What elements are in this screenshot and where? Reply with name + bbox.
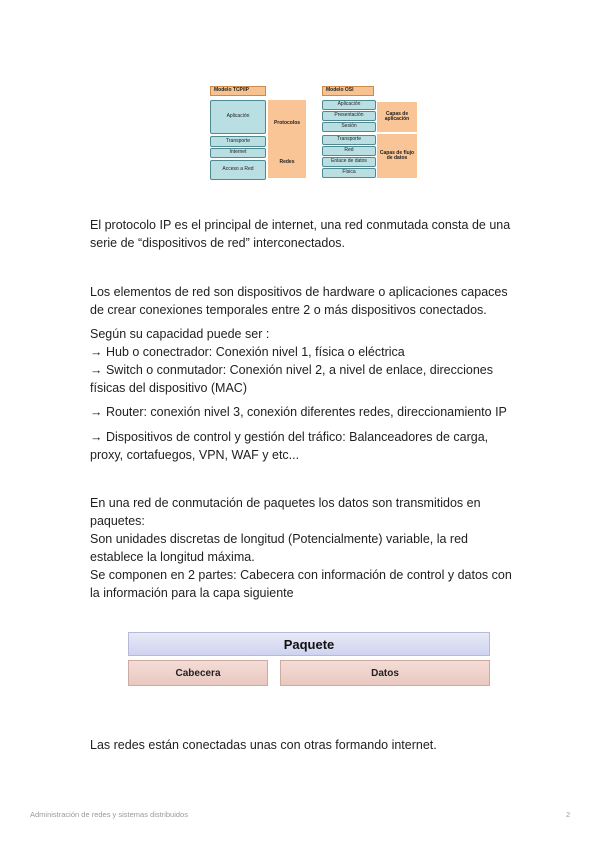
tcpip-group-protocolos: Protocolos (268, 100, 306, 148)
paragraph-capacity-list: Según su capacidad puede ser : → Hub o conectrador: Conexión nivel 1, física o eléctrica → Switch o conmutador: Conexión nivel 2, a nivel de enlace, direcciones físicas del dispositivo (MAC) (90, 327, 493, 395)
tcpip-layer-internet: Internet (210, 148, 266, 158)
paragraph-ip-protocol: El protocolo IP es el principal de internet, una red conmutada consta de una serie de “dispositivos de red” interconectados. (90, 218, 511, 250)
osi-layer-aplicacion: Aplicación (322, 100, 376, 110)
osi-layer-transporte: Transporte (322, 135, 376, 145)
tcpip-group-redes: Redes (268, 148, 306, 178)
packet-header-cell: Cabecera (128, 660, 268, 686)
paragraph-internet: Las redes están conectadas unas con otras formando internet. (90, 738, 437, 752)
tcpip-layer-acceso-red: Acceso a Red (210, 160, 266, 180)
osi-group-flujo: Capas de flujo de datos (377, 134, 417, 178)
packet-title: Paquete (128, 632, 490, 656)
tcpip-header: Modelo TCP/IP (210, 86, 266, 96)
tcpip-layer-transporte: Transporte (210, 136, 266, 147)
footer-title: Administración de redes y sistemas distribuidos (30, 810, 188, 819)
osi-layer-enlace: Enlace de datos (322, 157, 376, 167)
osi-header: Modelo OSI (322, 86, 374, 96)
page-number: 2 (566, 810, 571, 819)
packet-data-cell: Datos (280, 660, 490, 686)
osi-layer-sesion: Sesión (322, 122, 376, 132)
osi-layer-fisica: Física (322, 168, 376, 178)
paragraph-network-elements: Los elementos de red son dispositivos de hardware o aplicaciones capaces de crear conexiones temporales entre 2 o más dispositivos conectados. (90, 285, 508, 317)
paragraph-traffic-control: → Dispositivos de control y gestión del tráfico: Balanceadores de carga, proxy, cortafuegos, VPN, WAF y etc... (90, 430, 489, 462)
osi-group-aplicacion: Capas de aplicación (377, 102, 417, 132)
osi-layer-red: Red (322, 146, 376, 156)
osi-layer-presentacion: Presentación (322, 111, 376, 121)
paragraph-router: → Router: conexión nivel 3, conexión diferentes redes, direccionamiento IP (90, 405, 507, 419)
packet-diagram (128, 632, 492, 686)
tcpip-layer-aplicacion: Aplicación (210, 100, 266, 134)
paragraph-packet-switching: En una red de conmutación de paquetes los datos son transmitidos en paquetes: Son unidades discretas de longitud (Potencialmente) variable, la red establece la longitud máxima. Se componen en 2 partes: Cabecera con información de control y datos con la información para la capa siguiente (90, 496, 512, 600)
tcpip-osi-diagram (210, 86, 420, 182)
